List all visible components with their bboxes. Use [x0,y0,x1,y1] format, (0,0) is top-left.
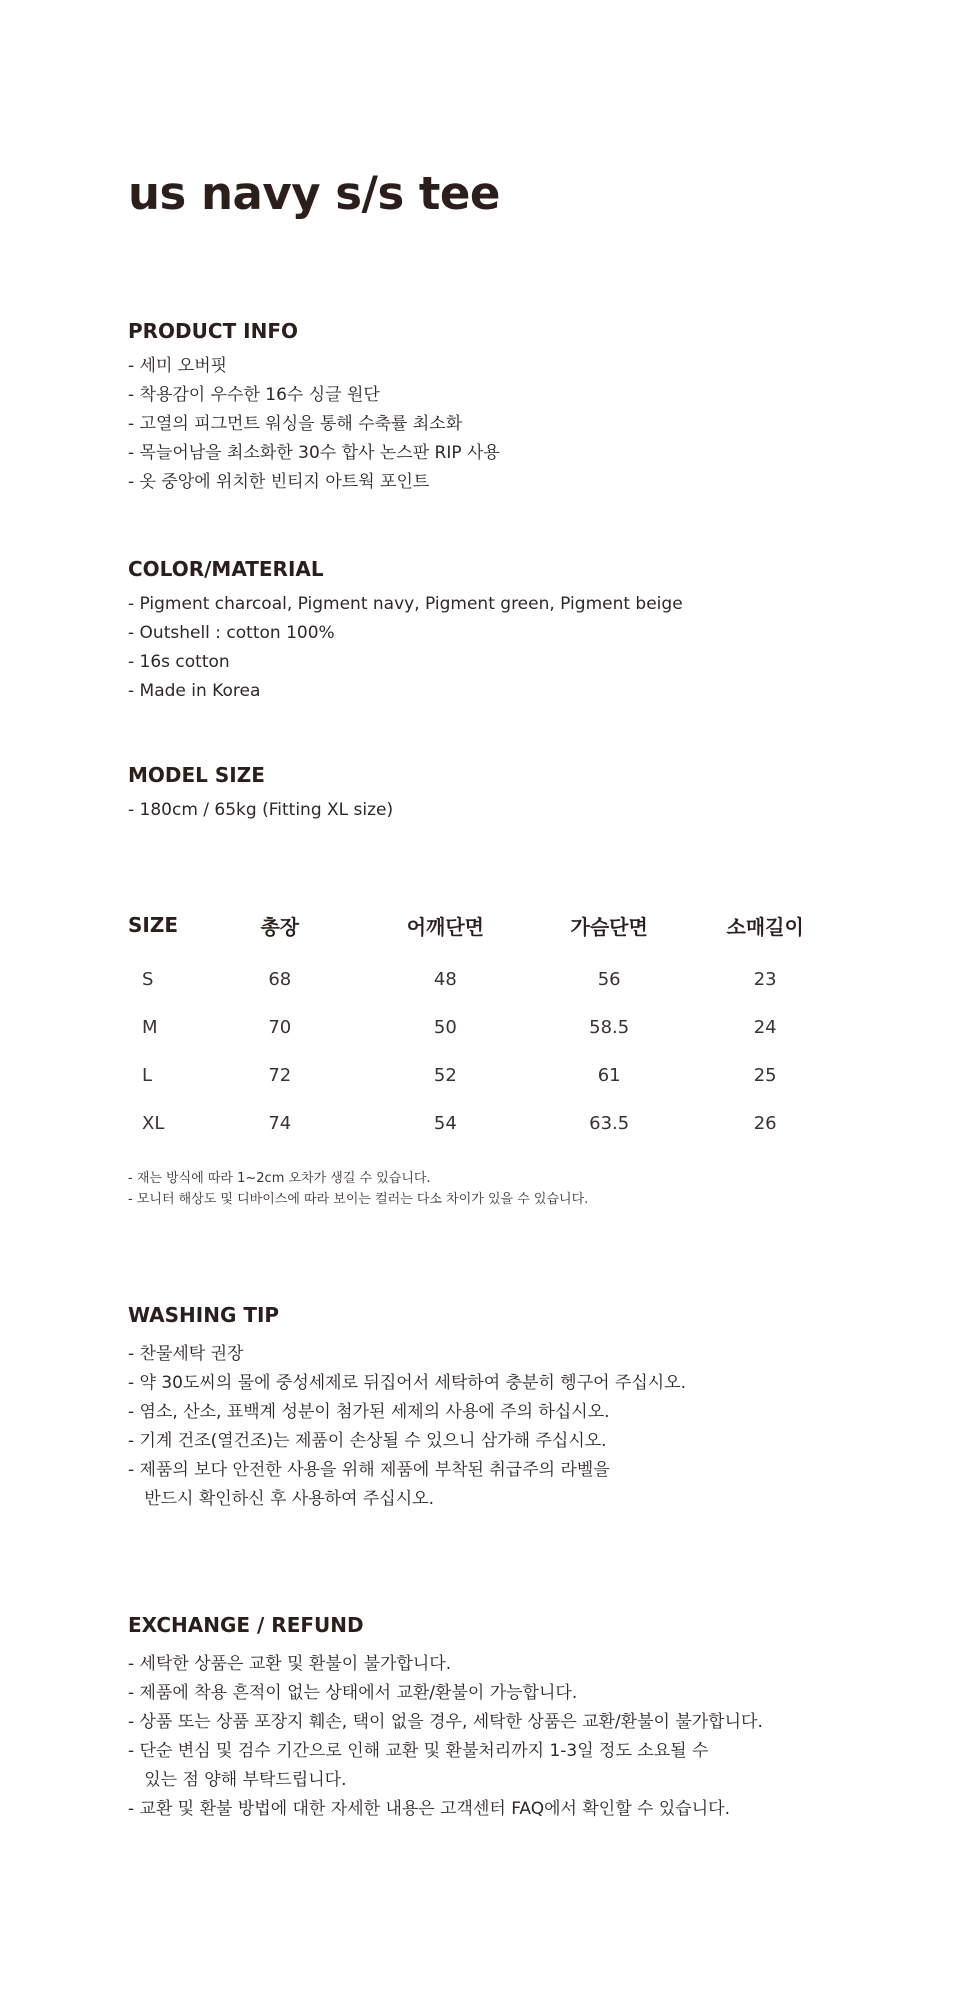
length-cell: 74 [268,1112,292,1134]
product-title: us navy s/s tee [128,167,500,220]
size-note: - 모니터 해상도 및 디바이스에 따라 보이는 컬러는 다소 차이가 있을 수 있습니다. [128,1192,589,1207]
table-row [128,1003,868,1051]
shoulder-cell: 48 [433,968,457,990]
chest-cell: 56 [597,968,621,990]
sleeve-cell: 26 [753,1112,777,1134]
size-header-shoulder: 어깨단면 [406,914,484,939]
model-size-section [128,762,393,825]
chest-cell: 61 [597,1064,621,1086]
model-size-heading: MODEL SIZE [128,763,265,787]
washing-tip-line: - 찬물세탁 권장 [128,1344,244,1364]
washing-tip-list [128,1340,686,1514]
exchange-refund-heading: EXCHANGE / REFUND [128,1613,364,1637]
product-info-heading: PRODUCT INFO [128,319,299,343]
color-material-line: - Made in Korea [128,681,261,701]
color-material-line: - 16s cotton [128,652,230,672]
exchange-refund-line: - 제품에 착용 흔적이 없는 상태에서 교환/환불이 가능합니다. [128,1683,578,1703]
product-info-line: - 착용감이 우수한 16수 싱글 원단 [128,385,380,405]
product-info-line: - 목늘어남을 최소화한 30수 합사 논스판 RIP 사용 [128,443,500,463]
exchange-refund-line: 있는 점 양해 부탁드립니다. [128,1770,347,1790]
washing-tip-line: - 약 30도씨의 물에 중성세제로 뒤집어서 세탁하여 충분히 헹구어 주십시오. [128,1373,687,1393]
size-notes [128,1168,588,1210]
size-table-header-row [128,905,868,945]
color-material-line: - Outshell : cotton 100% [128,623,335,643]
color-material-list [128,590,683,706]
table-row [128,1099,868,1147]
model-size-list [128,796,393,825]
exchange-refund-line: - 교환 및 환불 방법에 대한 자세한 내용은 고객센터 FAQ에서 확인할 수 있습니다. [128,1799,730,1819]
sleeve-cell: 23 [753,968,777,990]
size-header-size: SIZE [128,913,179,937]
sleeve-cell: 24 [753,1016,777,1038]
size-header-sleeve: 소매길이 [726,914,804,939]
product-info-line: - 옷 중앙에 위치한 빈티지 아트웍 포인트 [128,472,430,492]
washing-tip-line: - 기계 건조(열건조)는 제품이 손상될 수 있으니 삼가해 주십시오. [128,1431,607,1451]
color-material-section [128,556,683,706]
product-info-list [128,352,500,497]
exchange-refund-line: - 단순 변심 및 검수 기간으로 인해 교환 및 환불처리까지 1-3일 정도 소요될 수 [128,1741,709,1761]
washing-tip-section [128,1302,686,1514]
size-cell: L [142,1064,153,1086]
color-material-heading: COLOR/MATERIAL [128,557,324,581]
product-info-section [128,318,500,497]
model-size-line: - 180cm / 65kg (Fitting XL size) [128,800,394,820]
shoulder-cell: 50 [433,1016,457,1038]
washing-tip-line: 반드시 확인하신 후 사용하여 주십시오. [128,1489,434,1509]
chest-cell: 63.5 [589,1112,630,1134]
table-row [128,1051,868,1099]
length-cell: 72 [268,1064,292,1086]
exchange-refund-list [128,1650,763,1824]
washing-tip-line: - 제품의 보다 안전한 사용을 위해 제품에 부착된 취급주의 라벨을 [128,1460,610,1480]
exchange-refund-section [128,1612,763,1824]
size-header-chest: 가슴단면 [570,914,648,939]
size-header-length: 총장 [260,914,300,939]
sleeve-cell: 25 [753,1064,777,1086]
size-cell: S [142,968,154,990]
size-cell: M [142,1016,158,1038]
product-info-line: - 고열의 피그먼트 워싱을 통해 수축률 최소화 [128,414,463,434]
size-cell: XL [142,1112,165,1134]
exchange-refund-line: - 상품 또는 상품 포장지 훼손, 택이 없을 경우, 세탁한 상품은 교환/환불이 불가합니다. [128,1712,763,1732]
size-note: - 재는 방식에 따라 1~2cm 오차가 생길 수 있습니다. [128,1171,431,1186]
shoulder-cell: 54 [433,1112,457,1134]
exchange-refund-line: - 세탁한 상품은 교환 및 환불이 불가합니다. [128,1654,452,1674]
size-table [128,905,868,1147]
product-info-line: - 세미 오버핏 [128,356,228,376]
table-row [128,945,868,1003]
color-material-line: - Pigment charcoal, Pigment navy, Pigment green, Pigment beige [128,594,683,614]
length-cell: 68 [268,968,292,990]
chest-cell: 58.5 [589,1016,630,1038]
shoulder-cell: 52 [433,1064,457,1086]
washing-tip-heading: WASHING TIP [128,1303,280,1327]
length-cell: 70 [268,1016,292,1038]
washing-tip-line: - 염소, 산소, 표백계 성분이 첨가된 세제의 사용에 주의 하십시오. [128,1402,610,1422]
